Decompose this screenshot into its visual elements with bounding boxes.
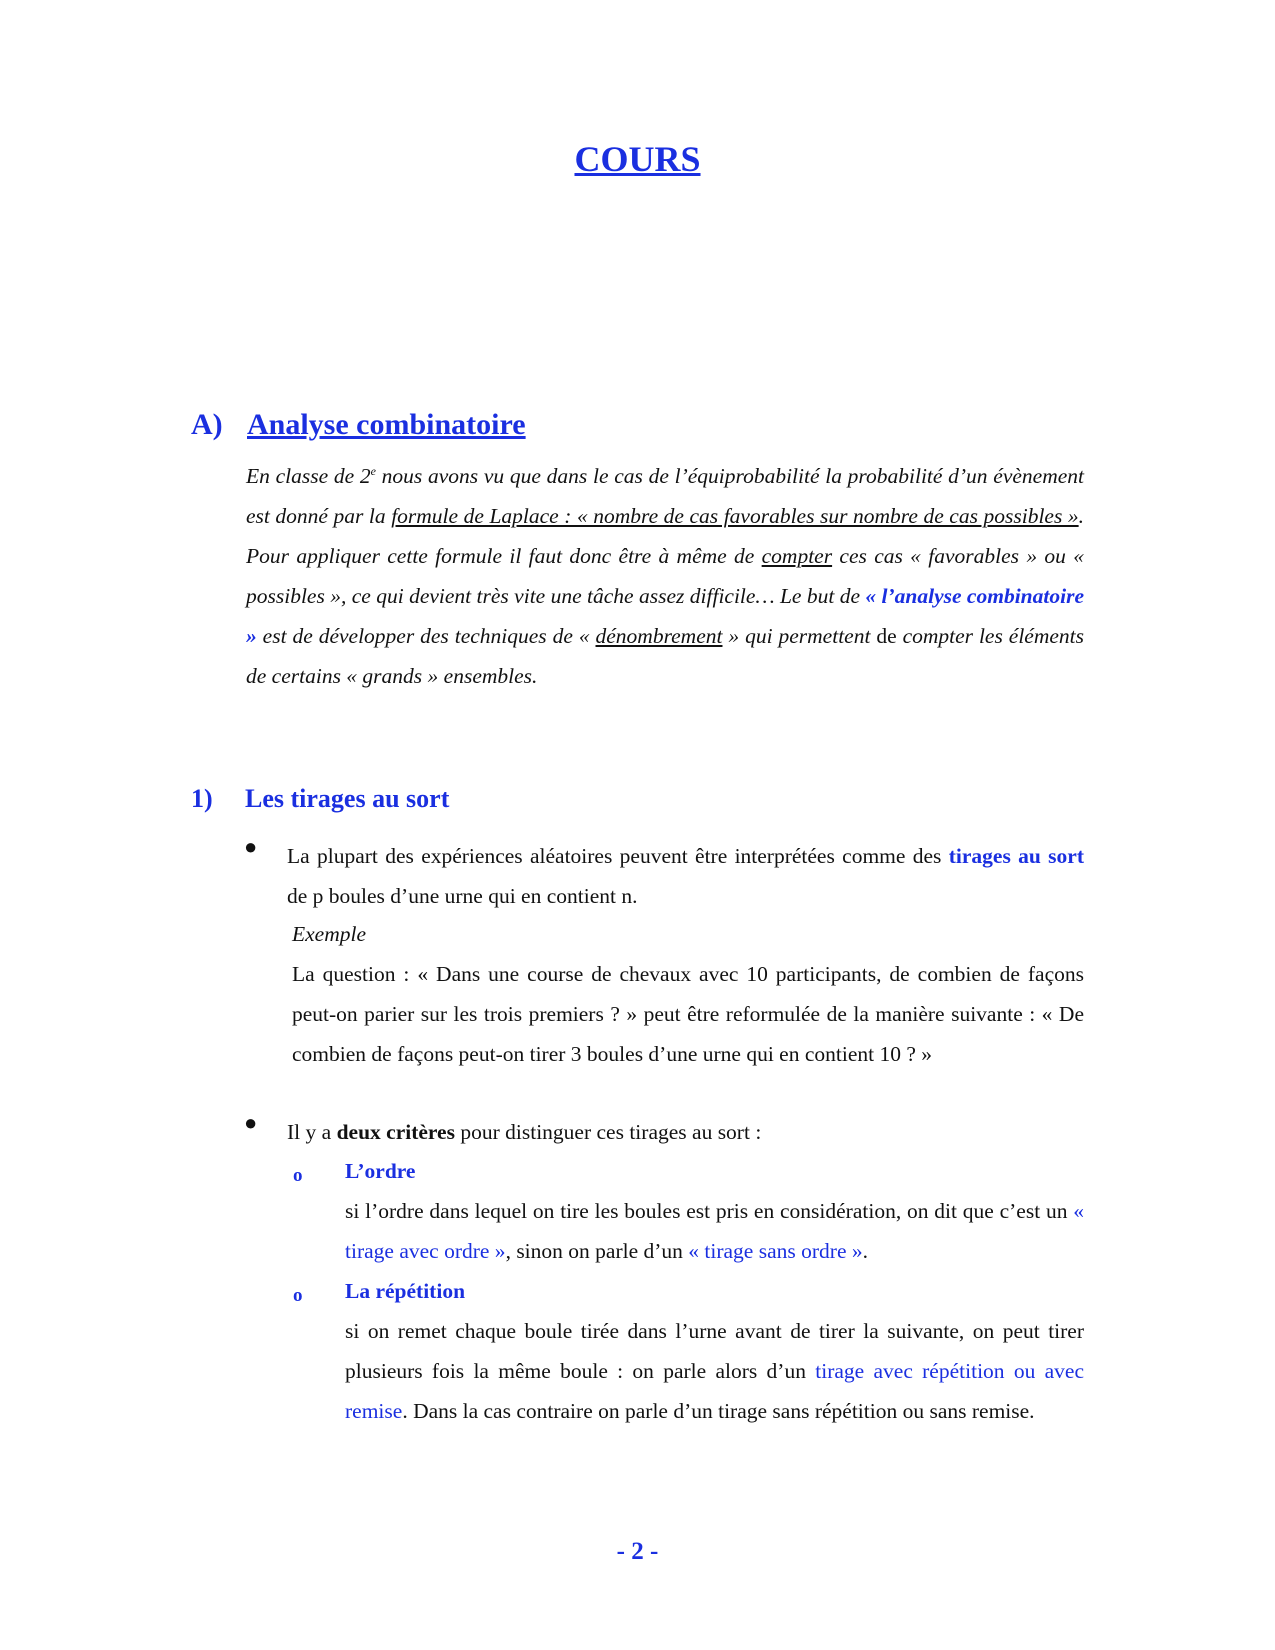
section-1-title: Les tirages au sort: [245, 784, 450, 813]
example-text: La question : « Dans une course de chevaux avec 10 participants, de combien de façons peut-on parier sur les trois premiers ? » peut être reformulée de la manière suivante : « De combien de façons peut-on tirer 3 boules d’une urne qui en contient 10 ? »: [292, 962, 1084, 1066]
deux-criteres-term: deux critères: [336, 1120, 455, 1144]
intro-text: » qui permettent: [722, 624, 877, 648]
circle-bullet-icon: o: [293, 1285, 303, 1306]
denombrement-term: dénombrement: [595, 624, 723, 648]
bullet-paragraph: [287, 1112, 1084, 1152]
page-number: - 2 -: [616, 1538, 659, 1565]
criterion-order-title: L’ordre: [345, 1159, 416, 1183]
tirage-avec-ordre-term: « tirage avec ordre »: [345, 1199, 1084, 1263]
example-block: [292, 914, 1084, 1074]
section-a-heading: [191, 408, 526, 442]
section-a-title: Analyse combinatoire: [247, 408, 526, 441]
analyse-combinatoire-term: « l’analyse combinatoire »: [246, 584, 1084, 648]
tirage-avec-repetition-term: tirage avec répétition ou avec remise: [345, 1359, 1084, 1423]
bullet-text: pour distinguer ces tirages au sort :: [454, 1120, 762, 1144]
intro-text: nous avons vu que dans le cas de l’équiprobabilité la probabilité d’un évènement est donné par la: [246, 464, 1084, 528]
criterion-order: [345, 1151, 1084, 1271]
example-label: Exemple: [292, 922, 367, 946]
bullet-paragraph: [287, 836, 1084, 916]
circle-bullet-icon: o: [293, 1165, 303, 1186]
section-1-number: 1): [191, 784, 213, 813]
section-a-letter: A): [191, 408, 223, 441]
compter-term: compter: [761, 544, 833, 568]
bullet-icon: ●: [244, 1110, 258, 1135]
section-1-heading: [191, 784, 449, 814]
criterion-repetition-text: si on remet chaque boule tirée dans l’urne avant de tirer la suivante, on peut tirer plusieurs fois la même boule : on parle alors d’un tirage avec répétition ou avec remise. Dans la cas contraire on parle d’un tirage sans répétition ou sans remise.: [345, 1319, 1084, 1423]
criterion-order-text: si l’ordre dans lequel on tire les boules est pris en considération, on dit que c’est un « tirage avec ordre », sinon on parle d’un « tirage sans ordre ».: [345, 1199, 1084, 1263]
bullet-icon: ●: [244, 834, 258, 859]
intro-text: En classe de 2: [246, 464, 371, 488]
intro-text: est de développer des techniques de «: [256, 624, 596, 648]
intro-text: . Pour appliquer cette formule il faut donc être à même de: [246, 504, 1084, 568]
page-title: COURS: [574, 139, 701, 179]
laplace-formula: formule de Laplace : « nombre de cas favorables sur nombre de cas possibles »: [391, 504, 1079, 528]
criterion-repetition-title: La répétition: [345, 1279, 466, 1303]
intro-text: compter les éléments de certains « grands » ensembles.: [246, 624, 1084, 688]
intro-text: de: [876, 624, 897, 648]
superscript: e: [370, 463, 376, 478]
bullet-text: Il y a: [287, 1120, 337, 1144]
bullet-text: de p boules d’une urne qui en contient n.: [287, 884, 638, 908]
tirage-sans-ordre-term: « tirage sans ordre »: [688, 1239, 863, 1263]
intro-paragraph: [246, 456, 1084, 696]
tirages-term: tirages au sort: [948, 844, 1084, 868]
intro-text: ces cas « favorables » ou « possibles », ce qui devient très vite une tâche assez difficile… Le but de: [246, 544, 1084, 608]
bullet-text: La plupart des expériences aléatoires peuvent être interprétées comme des: [287, 844, 949, 868]
criterion-repetition: [345, 1271, 1084, 1431]
